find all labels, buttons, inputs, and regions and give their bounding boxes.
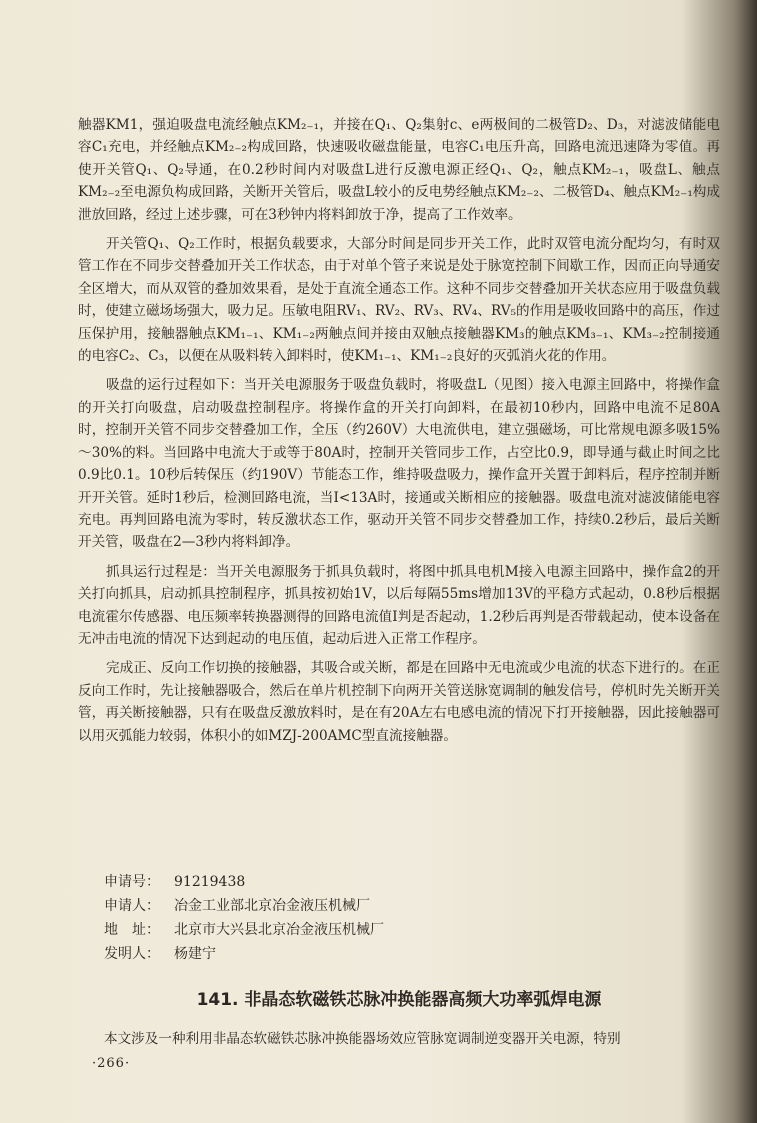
inventor: 杨建宁 — [174, 946, 216, 962]
application-number-row — [104, 870, 664, 894]
page-number: ·266· — [92, 1056, 131, 1071]
section-title: 141. 非晶态软磁铁芯脉冲换能器高频大功率弧焊电源 — [196, 990, 602, 1010]
address-row — [104, 918, 664, 942]
applicant: 冶金工业部北京冶金液压机械厂 — [174, 898, 370, 914]
paragraph-4: 抓具运行过程是：当开关电源服务于抓具负载时，将图中抓具电机M接入电源主回路中，操作盒2的开关打向抓具，启动抓具控制程序，抓具按初始1V，以后每隔55ms增加13V的平稳方式起动，0.8秒后根据电流霍尔传感器、电压频率转换器测得的回路电流值I判是否起动，1.2秒后再判是否带载起动，使本设备在无冲击电流的情况下达到起动的电压值，起动后进入正常工作程序。 — [78, 563, 720, 647]
paragraph-2: 开关管Q₁、Q₂工作时，根据负载要求，大部分时间是同步开关工作，此时双管电流分配均匀，有时双管工作在不同步交替叠加开关工作状态，由于对单个管子来说是处于脉宽控制下间歇工作，因而正向导通安全区增大，而从双管的叠加效果看，是处于直流全通态工作。这种不同步交替叠加开关状态应用于吸盘负载时，使建立磁场场强大，吸力足。压敏电阻RV₁、RV₂、RV₃、RV₄、RV₅的作用是吸收回路中的高压，作过压保护用，接触器触点KM₁₋₁、KM₁₋₂两触点间并接由双触点接触器KM₃的触点KM₃₋₁、KM₃₋₂控制接通的电容C₂、C₃，以便在从吸料转入卸料时，使KM₁₋₁、KM₁₋₂良好的灭弧消火花的作用。 — [78, 236, 720, 365]
paragraph-1: 触器KM1，强迫吸盘电流经触点KM₂₋₁，并接在Q₁、Q₂集射c、e两极间的二极管D₂、D₃，对滤波储能电容C₁充电，并经触点KM₂₋₂构成回路，快速吸收磁盘能量，电容C₁电压升高，回路电流迅速降为零值。再使开关管Q₁、Q₂导通，在0.2秒时间内对吸盘L进行反激电源正经Q₁、Q₂，触点KM₂₋₁，吸盘L、触点KM₂₋₂至电源负构成回路，关断开关管后，吸盘L较小的反电势经触点KM₂₋₂、二极管D₄、触点KM₂₋₁构成泄放回路，经过上述步骤，可在3秒钟内将料卸放于净，提高了工作效率。 — [78, 117, 720, 223]
inventor-row — [104, 942, 664, 966]
meta-label: 地 址： — [104, 922, 160, 938]
application-number: 91219438 — [174, 874, 246, 890]
body-text — [78, 114, 720, 754]
address: 北京市大兴县北京冶金液压机械厂 — [174, 922, 384, 938]
paragraph-5: 完成正、反向工作切换的接触器，其吸合或关断，都是在回路中无电流或少电流的状态下进行的。在正反向工作时，先让接触器吸合，然后在单片机控制下向两开关管送脉宽调制的触发信号，停机时先关断开关管，再关断接触器，只有在吸盘反激放料时，是在有20A左右电感电流的情况下打开接触器，因此接触器可以用灭弧能力较弱，体积小的如MZJ-200AMC型直流接触器。 — [78, 660, 720, 744]
meta-label: 申请号： — [104, 874, 160, 890]
paragraph-3: 吸盘的运行过程如下：当开关电源服务于吸盘负载时，将吸盘L（见图）接入电源主回路中，将操作盒的开关打向吸盘，启动吸盘控制程序。将操作盒的开关打向卸料，在最初10秒内，回路中电流不足80A时，控制开关管不同步交替叠加工作，全压（约260V）大电流供电，建立强磁场，可比常规电源多吸15%～30%的料。当回路中电流大于或等于80A时，控制开关管同步工作，占空比0.9，即导通与截止时间之比0.9比0.1。10秒后转保压（约190V）节能态工作，维持吸盘吸力，操作盒开关置于卸料后，程序控制并断开开关管。延时1秒后，检测回路电流，当I<13A时，接通或关断相应的接触器。吸盘电流对滤波储能电容充电。再判回路电流为零时，转反激状态工作，驱动开关管不同步交替叠加工作，持续0.2秒后，最后关断开关管，吸盘在2—3秒内将料卸净。 — [78, 377, 720, 551]
meta-label: 发明人： — [104, 946, 160, 962]
paragraph-next-section: 本文涉及一种利用非晶态软磁铁芯脉冲换能器场效应管脉宽调制逆变器开关电源，特别 — [104, 1031, 621, 1047]
applicant-row — [104, 894, 664, 918]
patent-info — [104, 870, 664, 966]
meta-label: 申请人： — [104, 898, 160, 914]
